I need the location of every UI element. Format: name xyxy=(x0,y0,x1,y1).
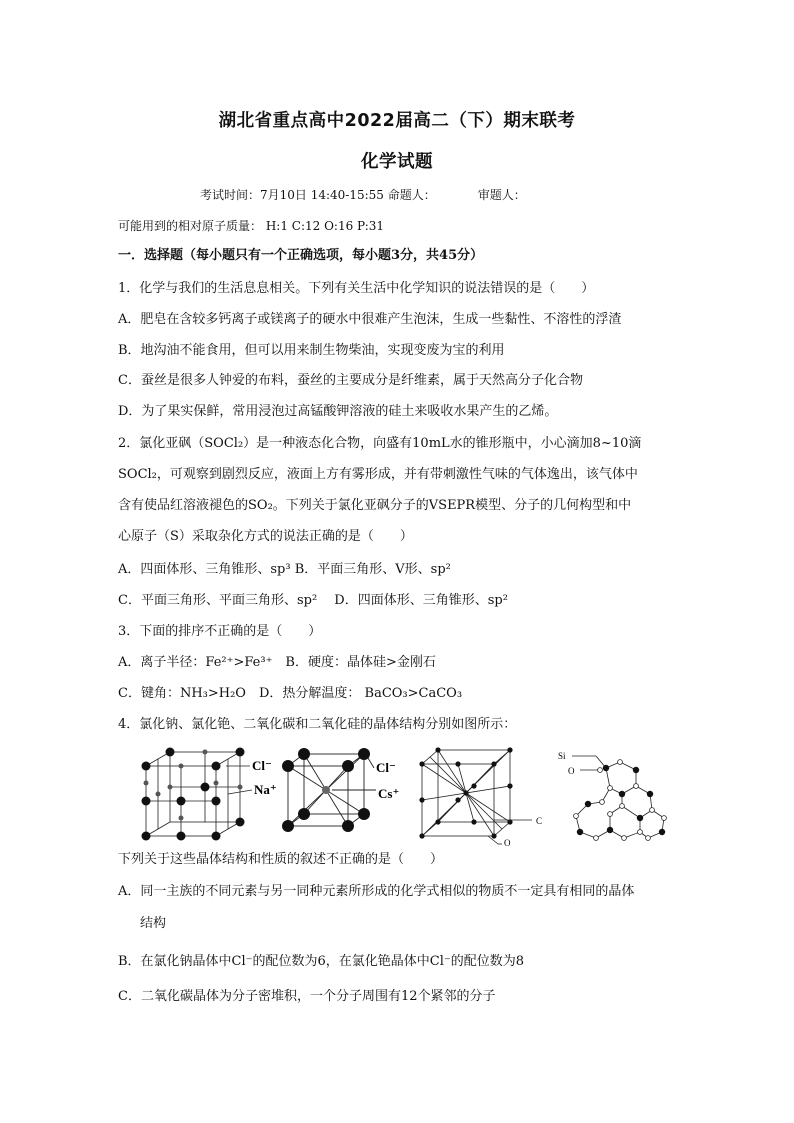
sio2-structure-diagram xyxy=(572,756,666,840)
q2-options-cd: C．平面三角形、平面三角形、sp² D．四面体形、三角锥形、sp² xyxy=(118,593,508,608)
label-c: C xyxy=(536,816,543,826)
q4-option-c: C．二氧化碳晶体为分子密堆积，一个分子周围有12个紧邻的分子 xyxy=(118,989,496,1004)
q1-stem: 1．化学与我们的生活息息相关。下列有关生活中化学知识的说法错误的是（ ） xyxy=(118,281,595,296)
q2-options-ab: A．四面体形、三角锥形、sp³ B．平面三角形、V形、sp² xyxy=(118,562,451,577)
label-cs: Cs⁺ xyxy=(378,786,400,801)
label-o: O xyxy=(504,838,511,846)
crystal-structures-figure xyxy=(140,746,670,846)
q1-option-c: C．蚕丝是很多人钟爱的布料，蚕丝的主要成分是纤维素，属于天然高分子化合物 xyxy=(118,373,583,388)
q1-option-a: A．肥皂在含较多钙离子或镁离子的硬水中很难产生泡沫，生成一些黏性、不溶性的浮渣 xyxy=(118,312,622,327)
q2-stem-line-2: SOCl₂，可观察到剧烈反应，液面上方有雾形成，并有带刺激性气味的气体逸出，该气体中 xyxy=(118,467,638,482)
q4-option-a-line-1: A．同一主族的不同元素与另一同种元素所形成的化学式相似的物质不一定具有相同的晶体 xyxy=(118,884,635,899)
q2-stem-line-3: 含有使品红溶液褪色的SO₂。下列关于氯化亚砜分子的VSEPR模型、分子的几何构型和中 xyxy=(118,498,632,513)
q4-option-b: B．在氯化钠晶体中Cl⁻的配位数为6，在氯化铯晶体中Cl⁻的配位数为8 xyxy=(118,954,525,969)
exam-info: 考试时间：7月10日 14:40-15:55 命题人： 审题人： xyxy=(200,188,526,202)
label-na: Na⁺ xyxy=(254,782,277,797)
q1-option-d: D．为了果实保鲜，常用浸泡过高锰酸钾溶液的硅土来吸收水果产生的乙烯。 xyxy=(118,404,558,419)
q3-options-cd: C．键角：NH₃>H₂O D．热分解温度： BaCO₃>CaCO₃ xyxy=(118,686,463,701)
q3-options-ab: A．离子半径：Fe²⁺>Fe³⁺ B．硬度：晶体硅>金刚石 xyxy=(118,655,436,670)
label-cl-1: Cl⁻ xyxy=(252,758,272,773)
q3-stem: 3．下面的排序不正确的是（ ） xyxy=(118,624,322,639)
atomic-masses: 可能用到的相对原子质量： H:1 C:12 O:16 P:31 xyxy=(118,219,385,233)
exam-title: 湖北省重点高中2022届高二（下）期末联考 xyxy=(218,111,576,131)
q2-stem-line-4: 心原子（S）采取杂化方式的说法正确的是（ ） xyxy=(118,529,413,544)
label-o-2: O xyxy=(568,766,575,776)
q4-stem: 4．氯化钠、氯化铯、二氧化碳和二氧化硅的晶体结构分别如图所示： xyxy=(118,717,517,732)
cscl-structure-diagram xyxy=(282,748,376,832)
section-heading: 一．选择题（每小题只有一个正确选项，每小题3分，共45分） xyxy=(118,248,484,263)
exam-subtitle: 化学试题 xyxy=(361,152,433,172)
q4-question: 下列关于这些晶体结构和性质的叙述不正确的是（ ） xyxy=(118,852,444,867)
co2-structure-diagram xyxy=(419,747,532,844)
q2-stem-line-1: 2．氯化亚砜（SOCl₂）是一种液态化合物，向盛有10mL水的锥形瓶中，小心滴加8~10滴 xyxy=(118,436,642,451)
label-si: Si xyxy=(558,751,566,761)
label-cl-2: Cl⁻ xyxy=(376,760,396,775)
q1-option-b: B．地沟油不能食用，但可以用来制生物柴油，实现变废为宝的利用 xyxy=(118,343,505,358)
nacl-structure-diagram xyxy=(142,748,253,841)
q4-option-a-line-2: 结构 xyxy=(140,916,167,931)
